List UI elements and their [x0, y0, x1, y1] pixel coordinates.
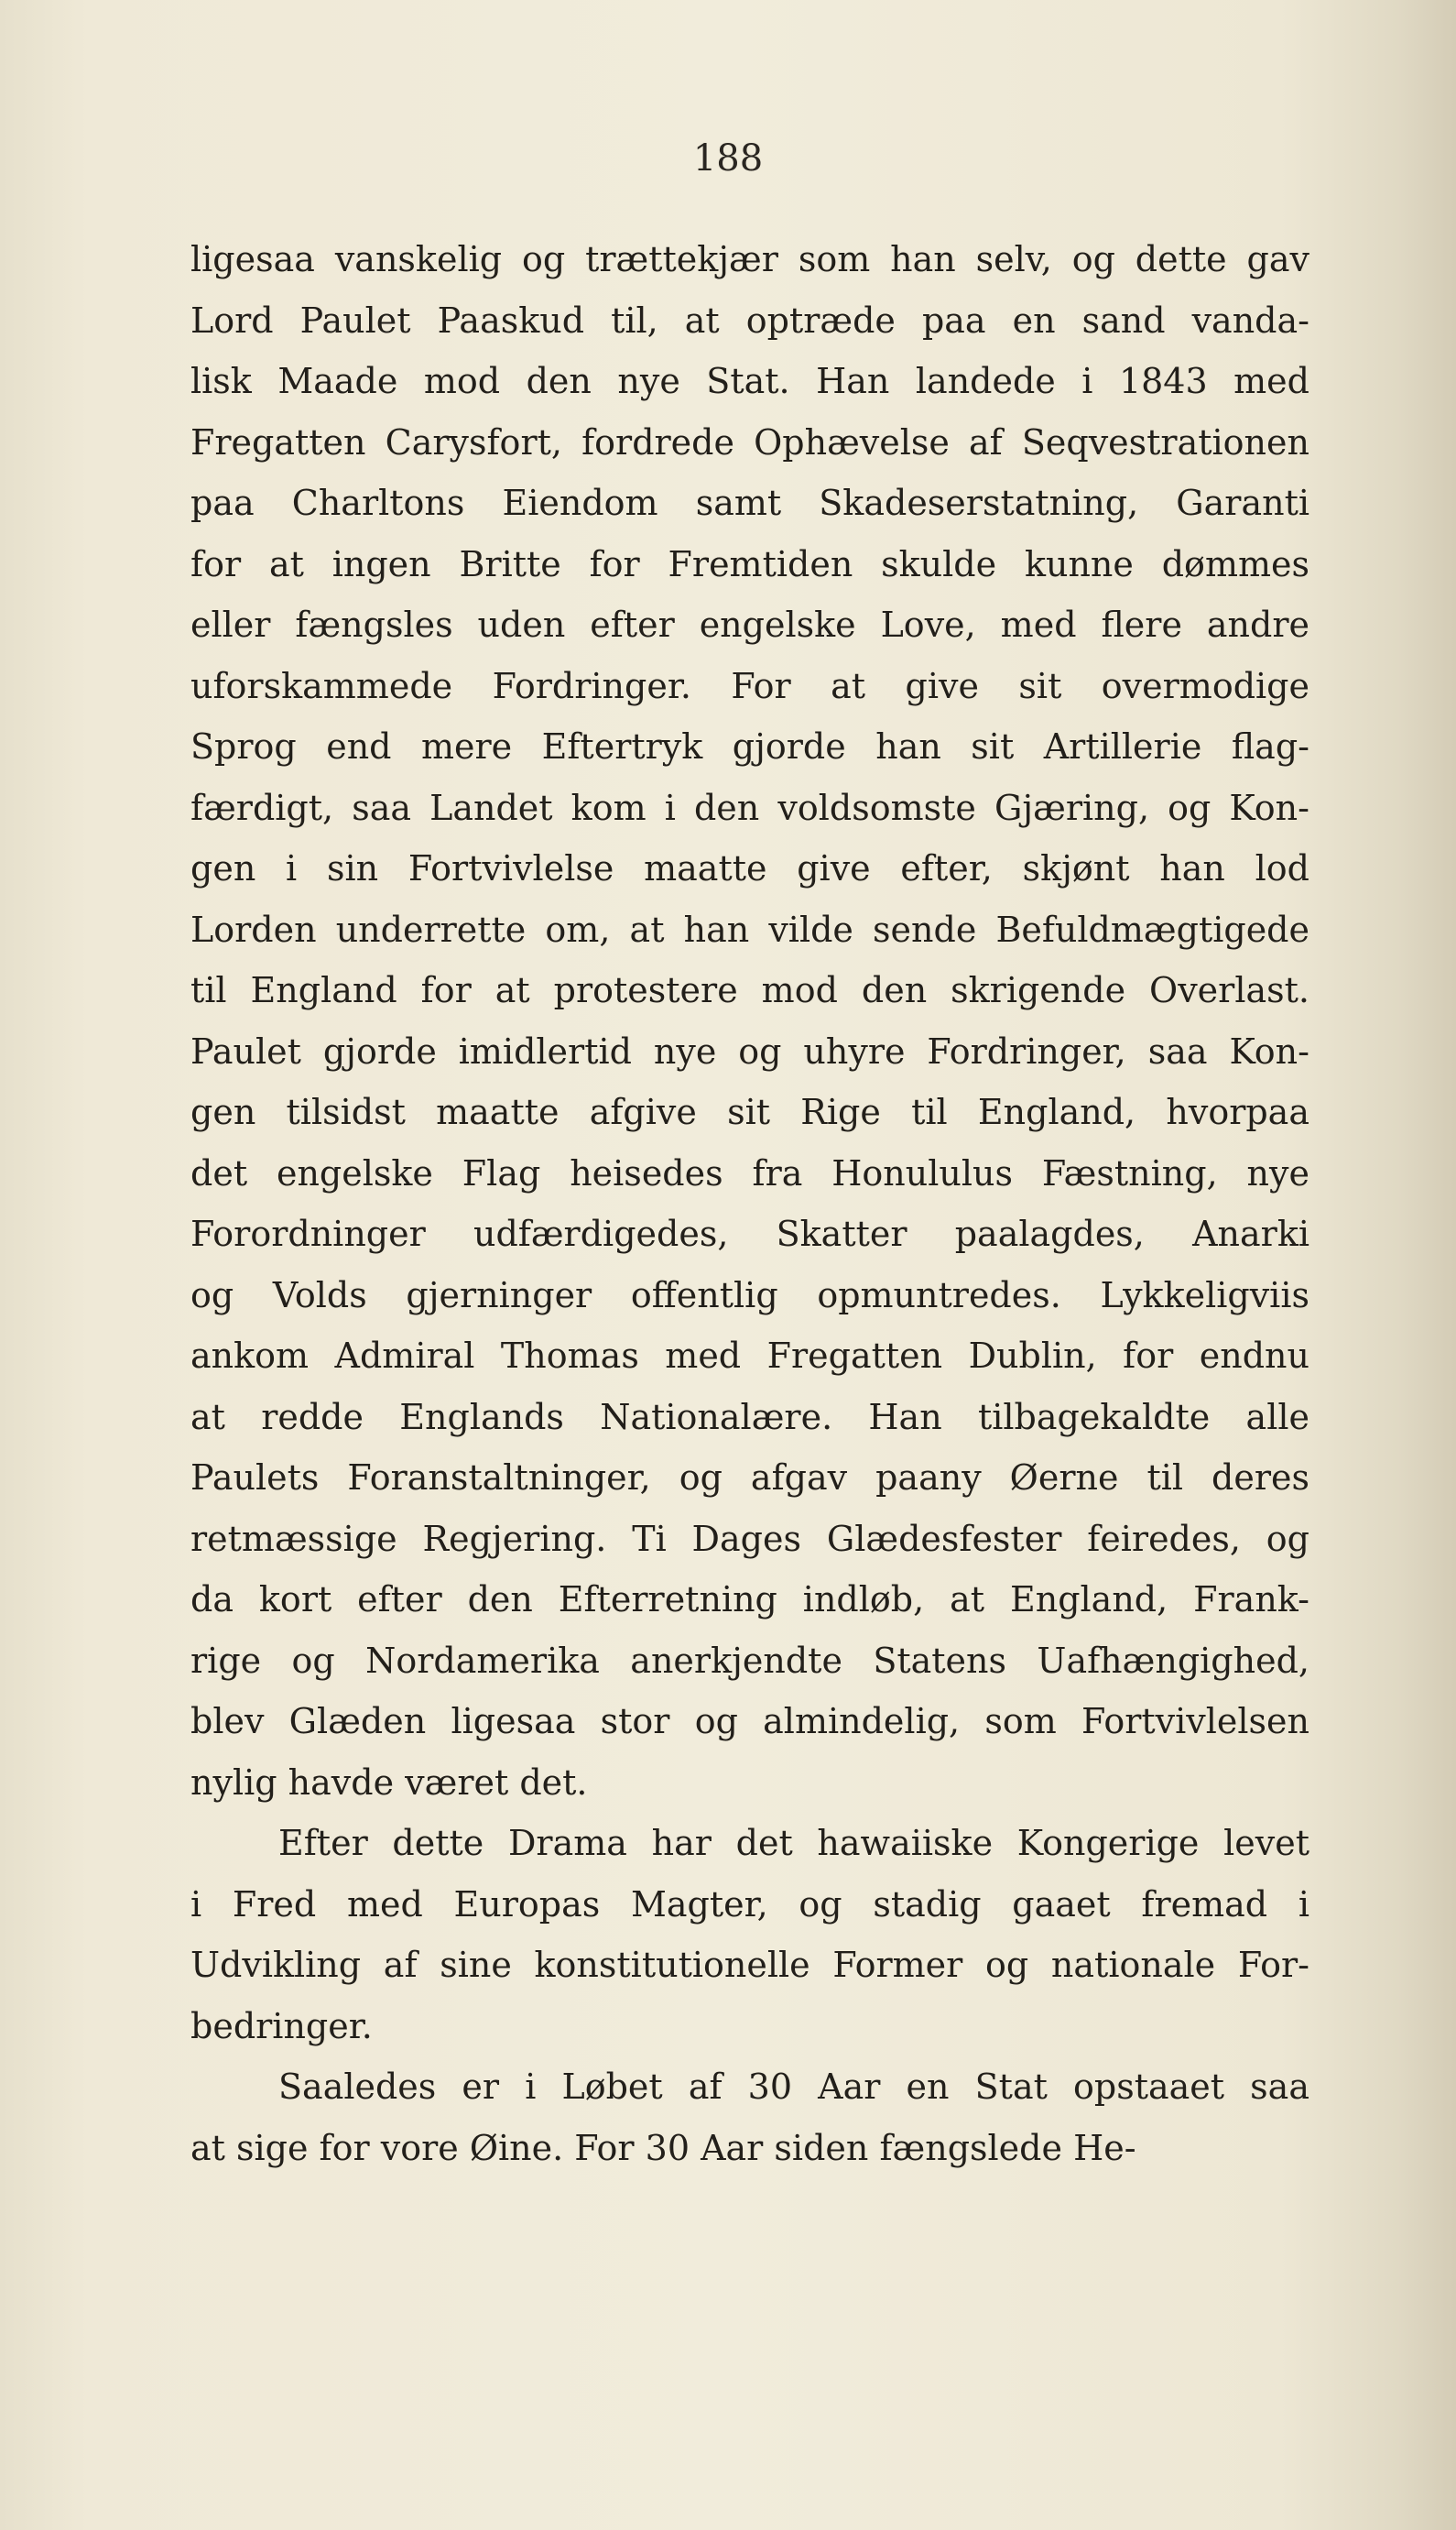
text-line: eller fængsles uden efter engelske Love, med flere andre	[190, 605, 1309, 645]
text-line: rige og Nordamerika anerkjendte Statens Uafhængighed,	[190, 1640, 1309, 1681]
text-line: ligesaa vanskelig og trættekjær som han selv, og dette gav	[190, 239, 1309, 279]
text-line: retmæssige Regjering. Ti Dages Glædesfester feiredes, og	[190, 1518, 1309, 1559]
text-line: at sige for vore Øine. For 30 Aar siden fængslede He-	[190, 2127, 1136, 2168]
text-line: Fregatten Carysfort, fordrede Ophævelse af Seqvestrationen	[190, 421, 1309, 463]
text-line: Lord Paulet Paaskud til, at optræde paa en sand vanda-	[190, 300, 1309, 341]
text-line: ankom Admiral Thomas med Fregatten Dublin, for endnu	[190, 1336, 1309, 1376]
text-line: nylig havde været det.	[190, 1761, 588, 1803]
text-line: færdigt, saa Landet kom i den voldsomste Gjæring, og Kon-	[190, 787, 1309, 828]
text-line: at redde Englands Nationalære. Han tilbagekaldte alle	[190, 1396, 1309, 1437]
text-line: det engelske Flag heisedes fra Honululus Fæstning, nye	[190, 1152, 1309, 1194]
text-line: Efter dette Drama har det hawaiiske Kongerige levet	[278, 1823, 1309, 1863]
text-line: lisk Maade mod den nye Stat. Han landede i 1843 med	[190, 361, 1309, 401]
text-line: i Fred med Europas Magter, og stadig gaaet fremad i	[190, 1883, 1309, 1925]
text-line: Lorden underrette om, at han vilde sende Befuldmægtigede	[190, 909, 1309, 950]
text-line: Forordninger udfærdigedes, Skatter paalagdes, Anarki	[190, 1214, 1309, 1254]
text-line: og Volds gjerninger offentlig opmuntredes. Lykkeligviis	[190, 1274, 1309, 1315]
text-line: Paulet gjorde imidlertid nye og uhyre Fordringer, saa Kon-	[190, 1031, 1309, 1072]
text-line: gen tilsidst maatte afgive sit Rige til England, hvorpaa	[190, 1092, 1309, 1132]
text-line: Saaledes er i Løbet af 30 Aar en Stat opstaaet saa	[278, 2067, 1309, 2107]
text-line: Paulets Foranstaltninger, og afgav paany Øerne til deres	[190, 1457, 1309, 1498]
page-number: 188	[692, 137, 764, 180]
text-line: Sprog end mere Eftertryk gjorde han sit Artillerie flag-	[190, 726, 1309, 767]
text-line: til England for at protestere mod den skrigende Overlast.	[190, 970, 1309, 1010]
text-line: blev Glæden ligesaa stor og almindelig, som Fortvivlelsen	[190, 1701, 1309, 1741]
text-line: Udvikling af sine konstitutionelle Former og nationale For-	[190, 1945, 1309, 1985]
text-line: da kort efter den Efterretning indløb, at England, Frank-	[190, 1579, 1309, 1619]
text-line: paa Charltons Eiendom samt Skadeserstatning, Garanti	[190, 483, 1309, 523]
text-line: bedringer.	[190, 2005, 373, 2046]
text-line: for at ingen Britte for Fremtiden skulde kunne dømmes	[190, 543, 1309, 584]
body-text	[190, 229, 1309, 2178]
text-line: gen i sin Fortvivlelse maatte give efter, skjønt han lod	[190, 848, 1309, 889]
text-line: uforskammede Fordringer. For at give sit overmodige	[190, 665, 1309, 706]
